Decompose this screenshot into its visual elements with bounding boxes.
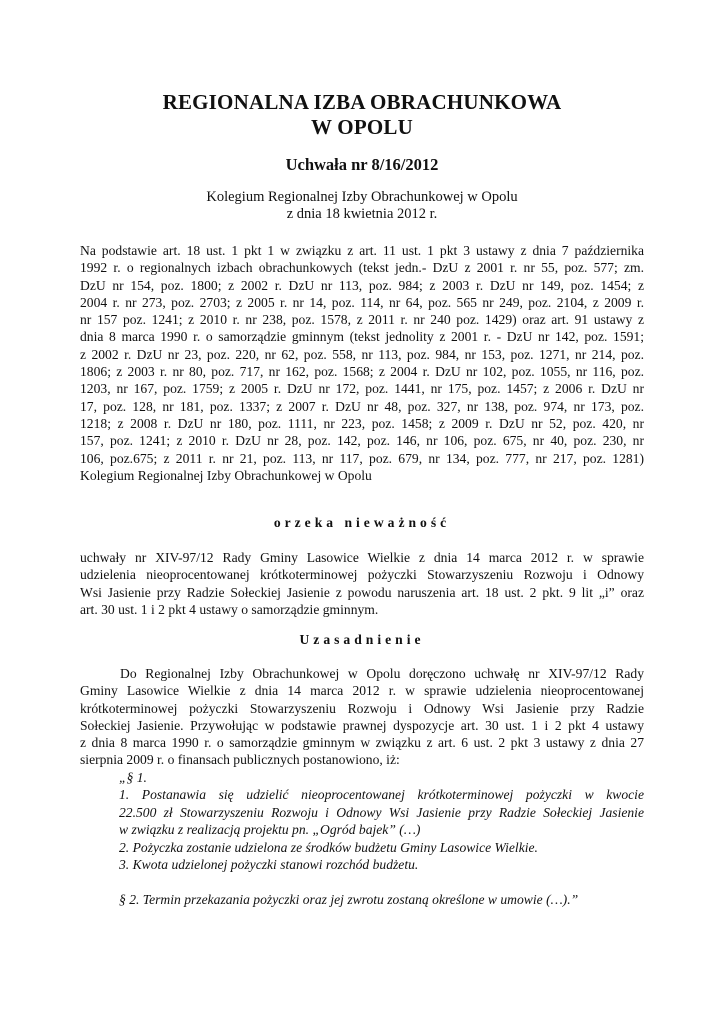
preamble-line: 106, poz.675; z 2011 r. nr 21, poz. 113, nr 117, poz. 679, nr 134, poz. 777, nr 217, poz. 1281) <box>80 450 644 466</box>
ruling-paragraph <box>80 549 644 618</box>
preamble-line: Kolegium Regionalnej Izby Obrachunkowej w Opolu <box>80 467 372 483</box>
quote-line: „§ 1. <box>119 770 147 785</box>
preamble-line: nr 157 poz. 1241; z 2010 r. nr 238, poz. 1578, z 2011 r. nr 240 poz. 1429) oraz art. 91 ustawy z <box>80 312 644 328</box>
resolution-issuer: Kolegium Regionalnej Izby Obrachunkowej w Opolu <box>206 189 518 205</box>
justification-heading: Uzasadnienie <box>299 632 425 647</box>
quote-line: 3. Kwota udzielonej pożyczki stanowi rozchód budżetu. <box>119 856 419 872</box>
preamble-line: dnia 8 marca 1990 r. o samorządzie gminnym (tekst jednolity z 2001 r. - DzU nr 142, poz. 1591; <box>80 329 644 345</box>
quote-line: 2. Pożyczka zostanie udzielona ze środków budżetu Gminy Lasowice Wielkie. <box>119 839 538 855</box>
quote-line: 22.500 zł Stowarzyszeniu Rozwoju i Odnowy Wsi Jasienie przy Radzie Sołeckiej Jasienie <box>119 804 644 820</box>
preamble-line: 1806; z 2003 r. nr 80, poz. 717, nr 162, poz. 1568; z 2004 r. DzU nr 102, poz. 1055, nr 116, poz. <box>80 364 644 380</box>
justification-line: Sołeckiej Jasienie. Przywołując w podstawie prawnej dyspozycje art. 30 ust. 1 i 2 pkt 4 ustawy <box>80 717 644 733</box>
preamble-line: 1992 r. o regionalnych izbach obrachunkowych (tekst jedn.- DzU z 2001 r. nr 55, poz. 577; zm. <box>80 260 644 276</box>
resolution-date: z dnia 18 kwietnia 2012 r. <box>286 206 438 222</box>
quote-line: 1. Postanawia się udzielić nieoprocentowanej krótkoterminowej pożyczki w kwocie <box>119 787 644 803</box>
ruling-line: art. 30 ust. 1 i 2 pkt 4 ustawy o samorządzie gminnym. <box>80 601 379 617</box>
preamble-line: 1203, nr 167, poz. 1759; z 2005 r. DzU nr 172, poz. 1441, nr 175, poz. 1457; z 2006 r. DzU nr <box>80 381 644 397</box>
justification-paragraph <box>80 665 644 769</box>
preamble-paragraph <box>80 242 644 484</box>
quote-line <box>119 873 644 890</box>
ruling-line: uchwały nr XIV-97/12 Rady Gminy Lasowice Wielkie z dnia 14 marca 2012 r. w sprawie <box>80 550 644 565</box>
institution-title-line1: REGIONALNA IZBA OBRACHUNKOWA <box>162 90 562 114</box>
preamble-line: DzU nr 154, poz. 1800; z 2002 r. DzU nr 113, poz. 984; z 2003 r. DzU nr 149, poz. 1454; z <box>80 277 644 293</box>
preamble-line: 157, poz. 1241; z 2010 r. DzU nr 28, poz. 142, poz. 146, nr 106, poz. 675, nr 40, poz. 230, nr <box>80 433 644 449</box>
preamble-line: z 2002 r. DzU nr 23, poz. 220, nr 62, poz. 558, nr 113, poz. 984, nr 153, poz. 1271, nr 214, poz. <box>80 346 644 362</box>
preamble-line: 1218; z 2008 r. DzU nr 180, poz. 1111, nr 223, poz. 1458; z 2009 r. DzU nr 52, poz. 420, nr <box>80 415 644 431</box>
justification-line: Do Regionalnej Izby Obrachunkowej w Opolu doręczono uchwałę nr XIV-97/12 Rady <box>120 666 644 681</box>
justification-line: krótkoterminowej pożyczki Stowarzyszeniu Rozwoju i Odnowy Wsi Jasienie przy Radzie <box>80 700 644 716</box>
ruling-line: udzielenia nieoprocentowanej krótkoterminowej pożyczki Stowarzyszeniu Rozwoju i Odnowy <box>80 567 644 583</box>
justification-line: sierpnia 2009 r. o finansach publicznych postanowiono, iż: <box>80 752 400 768</box>
quote-line: w związku z realizacją projektu pn. „Ogród bajek” (…) <box>119 822 421 838</box>
ruling-heading: orzeka nieważność <box>273 515 451 530</box>
quoted-resolution-text <box>119 769 644 908</box>
preamble-line: 2004 r. nr 273, poz. 2703; z 2005 r. nr 14, poz. 114, nr 64, poz. 565 nr 249, poz. 2104, z 2009 r. <box>80 294 644 310</box>
preamble-line: 17, poz. 128, nr 181, poz. 1337; z 2007 r. DzU nr 48, poz. 327, nr 138, poz. 974, nr 173, poz. <box>80 398 644 414</box>
resolution-number: Uchwała nr 8/16/2012 <box>285 155 439 174</box>
preamble-line: Na podstawie art. 18 ust. 1 pkt 1 w związku z art. 11 ust. 1 pkt 3 ustawy z dnia 7 października <box>80 243 644 258</box>
ruling-line: Wsi Jasienie przy Radzie Sołeckiej Jasienie z powodu naruszenia art. 18 ust. 2 pkt. 9 lit „i” oraz <box>80 584 644 600</box>
quote-line: § 2. Termin przekazania pożyczki oraz jej zwrotu zostaną określone w umowie (…).” <box>119 891 579 907</box>
institution-title-line2: W OPOLU <box>311 115 413 139</box>
justification-line: Gminy Lasowice Wielkie z dnia 14 marca 2012 r. w sprawie udzielenia nieoprocentowanej <box>80 683 644 699</box>
justification-line: z dnia 8 marca 1990 r. o samorządzie gminnym w związku z art. 6 ust. 2 pkt 3 ustawy z dnia 27 <box>80 735 644 751</box>
